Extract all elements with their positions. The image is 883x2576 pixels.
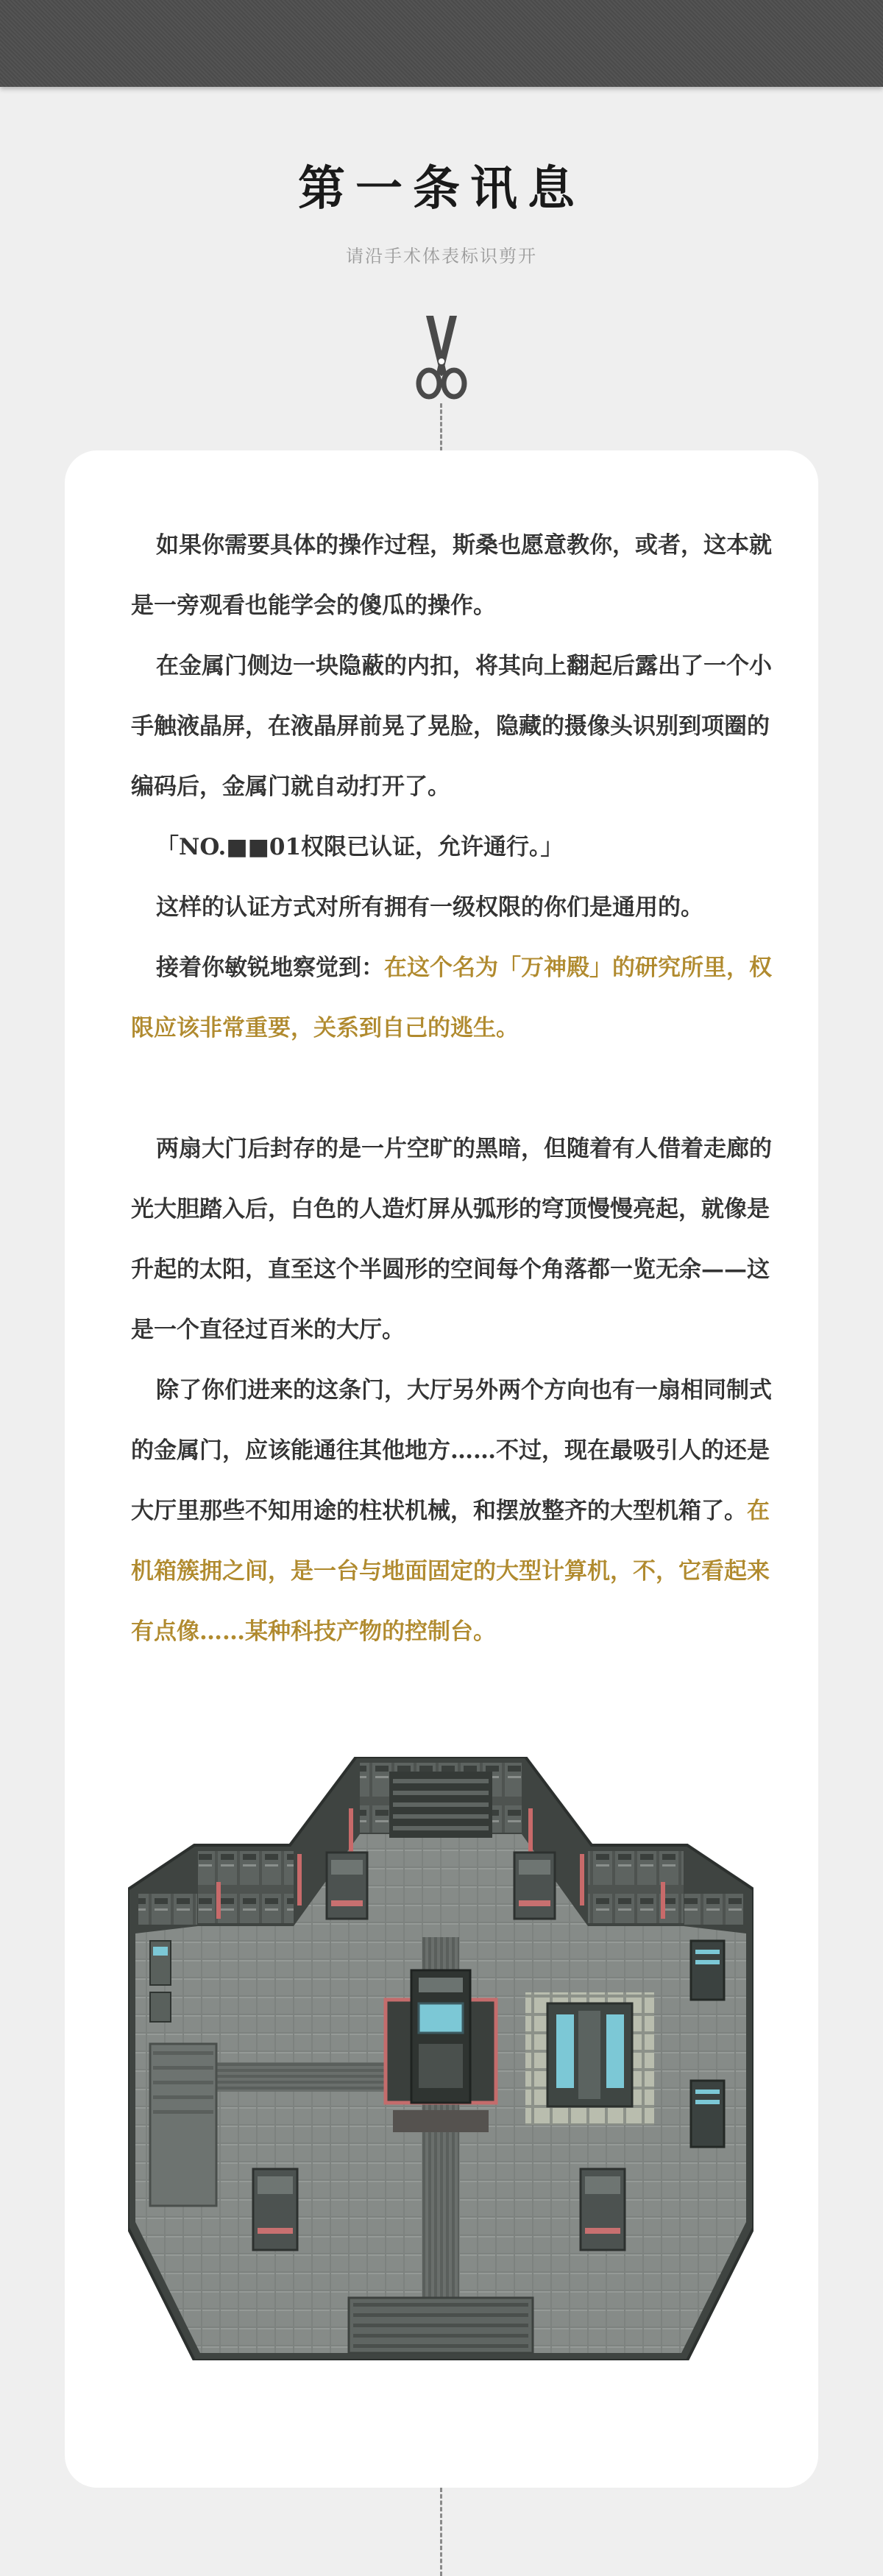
story-paragraph <box>131 1360 779 1662</box>
top-banner <box>0 0 883 87</box>
story-text: 接着你敏锐地察觉到： <box>156 955 384 981</box>
hall-map-image <box>128 1757 753 2360</box>
story-highlight: 在这个名为「万神殿」的研究所里，权限应该非常重要，关系到自己的逃生。 <box>131 955 772 1041</box>
story-paragraph: 这样的认证方式对所有拥有一级权限的你们是通用的。 <box>156 894 703 921</box>
cut-line-bottom <box>440 2488 442 2576</box>
story-highlight: 在机箱簇拥之间，是一台与地面固定的大型计算机，不，它看起来有点像……某种科技产物的控制台。 <box>131 1498 770 1645</box>
page-title: 第一条讯息 <box>298 161 585 216</box>
story-text: 除了你们进来的这条门，大厅另外两个方向也有一扇相同制式的金属门，应该能通往其他地方……不过，现在最吸引人的还是大厅里那些不知用途的柱状机械，和摆放整齐的大型机箱了。 <box>131 1377 772 1524</box>
story-paragraph: 两扇大门后封存的是一片空旷的黑暗，但随着有人借着走廊的光大胆踏入后，白色的人造灯屏从弧形的穹顶慢慢亮起，就像是升起的太阳，直至这个半圆形的空间每个角落都一览无余——这是一个直径过百米的大厅。 <box>131 1136 772 1343</box>
cut-line-top <box>440 403 442 451</box>
story-paragraph <box>131 938 779 1058</box>
story-paragraph: 在金属门侧边一块隐蔽的内扣，将其向上翻起后露出了一个小手触液晶屏，在液晶屏前晃了晃脸，隐藏的摄像头识别到项圈的编码后，金属门就自动打开了。 <box>131 653 772 800</box>
story-section-1 <box>131 515 779 1058</box>
story-paragraph: 如果你需要具体的操作过程，斯桑也愿意教你，或者，这本就是一旁观看也能学会的傻瓜的操作。 <box>131 532 772 619</box>
system-message: 「NO.■■01权限已认证，允许通行。」 <box>156 834 564 860</box>
page-subtitle: 请沿手术体表标识剪开 <box>346 246 537 266</box>
message-card <box>65 450 818 2488</box>
hall-map <box>128 1757 753 2360</box>
scissors-icon <box>408 313 475 401</box>
story-section-2 <box>131 1119 779 1662</box>
